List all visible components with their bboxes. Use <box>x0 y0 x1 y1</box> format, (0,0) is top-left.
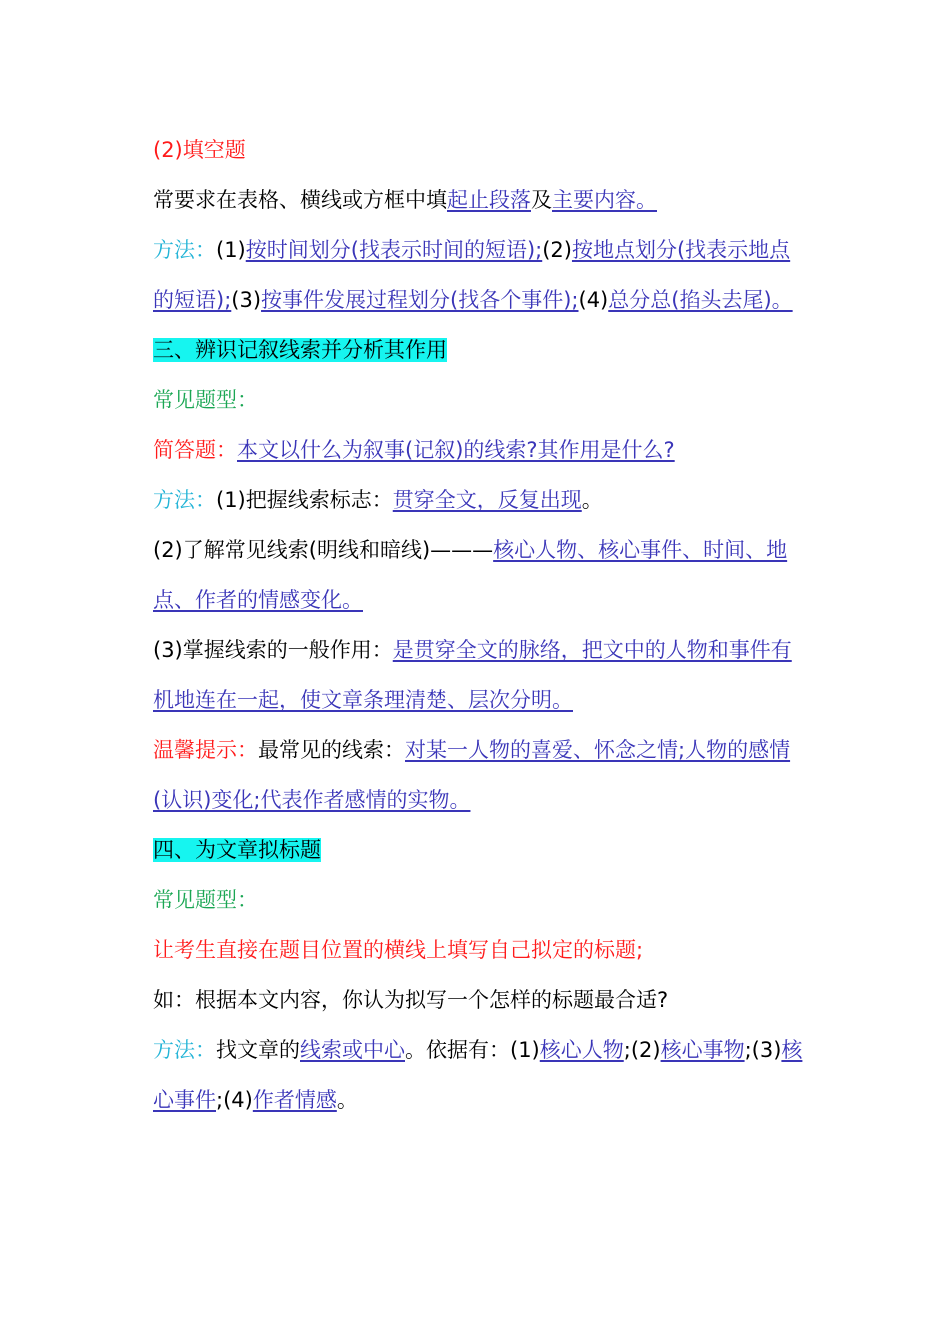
clue-or-center-answer: 线索或中心 <box>300 1038 405 1062</box>
basis-num-4: (4) <box>223 1088 253 1112</box>
method-text: (1)把握线索标志： <box>216 488 393 512</box>
method-num-3: (3) <box>231 288 262 312</box>
basis-core-event: 核心事件 <box>153 1038 803 1112</box>
clue-short-answer <box>153 425 803 475</box>
answer-main-content: 主要内容。 <box>552 188 657 212</box>
title-heading-text: 四、为文章拟标题 <box>153 838 321 862</box>
clue-heading-text: 三、辨识记叙线索并分析其作用 <box>153 338 447 362</box>
tip-label: 温馨提示： <box>153 738 258 762</box>
basis-core-person: 核心人物 <box>539 1038 624 1062</box>
clue-marker-answer: 贯穿全文，反复出现 <box>392 488 582 512</box>
tip-text: 最常见的线索： <box>258 738 405 762</box>
description-text: 常要求在表格、横线或方框中填 <box>153 188 447 212</box>
clue-tip <box>153 725 803 825</box>
separator: ; <box>623 1038 631 1062</box>
separator: ; <box>744 1038 752 1062</box>
document-content <box>153 125 803 1125</box>
basis-num-3: (3) <box>751 1038 782 1062</box>
fill-blank-method <box>153 225 803 325</box>
method-total-part-total: 总分总(掐头去尾)。 <box>608 288 793 312</box>
clue-function-answer: 是贯穿全文的脉络，把文中的人物和事件有机地连在一起，使文章条理清楚、层次分明。 <box>153 638 792 712</box>
method-by-time: 按时间划分(找表示时间的短语); <box>245 238 543 262</box>
method-label: 方法： <box>153 488 216 512</box>
clue-method-1 <box>153 475 803 525</box>
method-label: 方法： <box>153 238 216 262</box>
short-answer-question: 本文以什么为叙事(记叙)的线索?其作用是什么? <box>237 438 675 462</box>
fill-blank-heading: (2)填空题 <box>153 138 246 162</box>
common-clues-answer: 核心人物、核心事件、时间、地点、作者的情感变化。 <box>153 538 788 612</box>
basis-core-thing: 核心事物 <box>660 1038 745 1062</box>
separator: ; <box>216 1088 224 1112</box>
clue-method-3 <box>153 625 803 725</box>
fill-blank-description <box>153 175 803 225</box>
title-section-heading <box>153 825 803 875</box>
clue-method-2 <box>153 525 803 625</box>
method-num-1: (1) <box>216 238 246 262</box>
clue-section-heading <box>153 325 803 375</box>
tip-answer: 对某一人物的喜爱、怀念之情;人物的感情(认识)变化;代表作者感情的实物。 <box>153 738 791 812</box>
method-by-place: 按地点划分(找表示地点的短语); <box>153 238 791 312</box>
method-text: (2)了解常见线索(明线和暗线)——— <box>153 538 494 562</box>
title-example: 如：根据本文内容，你认为拟写一个怎样的标题最合适? <box>153 988 669 1012</box>
connector-text: 及 <box>531 188 552 212</box>
method-num-4: (4) <box>578 288 609 312</box>
basis-num-2: (2) <box>630 1038 661 1062</box>
method-label: 方法： <box>153 1038 216 1062</box>
basis-author-emotion: 作者情感 <box>252 1088 337 1112</box>
method-text-basis: 。依据有： <box>405 1038 510 1062</box>
method-text: (3)掌握线索的一般作用： <box>153 638 393 662</box>
basis-num-1: (1) <box>510 1038 540 1062</box>
title-question: 让考生直接在题目位置的横线上填写自己拟定的标题; <box>153 938 644 962</box>
clue-question-type: 常见题型： <box>153 388 258 412</box>
answer-start-end-paragraph: 起止段落 <box>447 188 531 212</box>
title-question-type: 常见题型： <box>153 888 258 912</box>
method-by-events: 按事件发展过程划分(找各个事件); <box>261 288 579 312</box>
method-num-2: (2) <box>542 238 572 262</box>
title-method <box>153 1025 803 1125</box>
short-answer-label: 简答题： <box>153 438 237 462</box>
period-text: 。 <box>581 488 603 512</box>
period-text: 。 <box>336 1088 358 1112</box>
method-text: 找文章的 <box>216 1038 300 1062</box>
